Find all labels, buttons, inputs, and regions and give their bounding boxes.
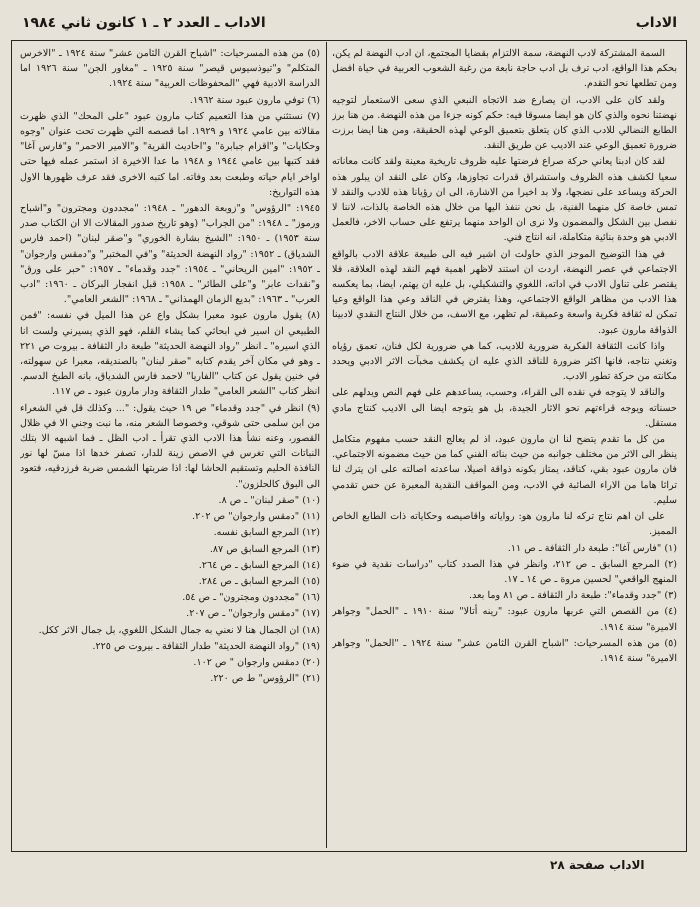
footnote: (١٩) "رواد النهضة الحديثة" طدار الثقافة ـ بيروت ص ٢٢٥. [92,640,320,652]
footnote: (١٣) المرجع السابق ص ٨٧. [209,543,320,555]
footnote: (١٤) المرجع السابق ـ ص ٢٦٤. [198,559,320,571]
right-paragraph: لقد كان ادبنا يعاني حركة صراع فرضتها عليه ظروف تاريخية معينة ولقد كانت معاناته سعيا لكشف هذه الظروف واستشراق قدرات تجاوزها، وكان على النقد ان يبلور هذه الحركة ويساعد على نضجها، ولا بد اخيرا من الاشارة، الى ان رؤيانا هذه للادب والنقد لا تمس خاصة كل منهما الفنية، بل نحن ننفذ اليها من خلال هذه الخاصة بالذات، لاننا لا نفصل بين الشكل والمضمون ولا نرى ان الواحد منهما يرتفع على حساب الاخر، فالعمل الادبي هو وحدة بنائية متكاملة، انه انتاج فني. [332,156,677,244]
right-paragraph: السمة المشتركة لادب النهضة، سمة الالتزام بقضايا المجتمع، ان ادب النهضة لم يكن، بحكم هذا الواقع، ادب ترف بل ادب حاجة نابعة من رغبة الشعوب العربية في حياة افضل ومن تطلعها نحو التقدم. [332,48,677,90]
footnote: (١٦) "مجددون ومجترون" ـ ص ٥٤. [182,592,320,604]
footnote: (١) "فارس آغا": طبعة دار الثقافة ـ ص ١١. [507,542,677,554]
footnote: (٢) المرجع السابق ـ ص ٢١٢، وانظر في هذا الصدد كتاب "دراسات نقدية في ضوء المنهج الواقعي" لحسين مروة ـ ص ١٤ ـ ١٧. [332,558,677,585]
footnote: (١٥) المرجع السابق ـ ص ٢٨٤. [198,575,320,587]
right-paragraph: في هذا التوضيح الموجز الذي حاولت ان اشير فيه الى طبيعة علاقة الادب بالواقع الاجتماعي في عصر النهضة، اردت ان استند لاظهر اهمية فهم النقد لهذه العلاقة، فلا يقتصر على تناول الادب في اداته، اللغوي والتشكيلي، بل عليه ان يهتم، ايضا، بما يعكسه هذا الادب من مظاهر الواقع الاجتماعي، وهذا يفترض في الناقد وعي هذا الواقع وعيا تمكن له ثقافة فكرية واسعة وعميقة، لم تظهر، مع الاسف، من خلال النتاج النقدي لادبينا الذواقة مارون عبود. [332,248,677,336]
footnote: ١٩٤٥: "الرؤوس" و"زوبعة الدهور" ـ ١٩٤٨: "مجددون ومجترون" و"اشباح ورموز" ـ ١٩٤٨: "من الجراب" (وهو تاريخ صدور المقالات الا ان الكتاب صدر سنة ١٩٥٣) ـ ١٩٥٠: "الشيخ بشارة الخوري" و"صقر لبنان" (احمد فارس الشدياق) ـ ١٩٥٢: "رواد النهضة الحديثة" و"في المختبر" و"دمقس وارجوان" ـ ١٩٥٢: "امين الريحاني" ـ ١٩٥٤: "جدد وقدماء" ـ ١٩٥٧: "حبر على ورق" و"نقدات عابر" و"على الطائر" ـ ١٩٥٨: قبل انفجار البركان ـ ١٩٦٠: "ادب العرب" ـ ١٩٦٣: "بديع الزمان الهمذاني" ـ ١٩٦٨: "الشعر العامي". [20,203,320,306]
right-paragraph: على ان اهم نتاج تركه لنا مارون هو: رواياته واقاصيصه وحكاياته ذات الطابع الخاص المميز. [332,511,677,538]
footnote: (٢١) "الرؤوس" ط ص ٢٢٠. [210,673,320,685]
footnote: (٤) من القصص التي عربها مارون عبود: "رينه أتالا" سنة ١٩١٠ ـ "الحمل" وجواهر الاميرة" سنة ١٩١٤. [332,606,677,633]
footnote: (٩) انظر في "جدد وقدماء" ص ١٩ حيث يقول: "... وكذلك قل في الشعراء من ابن سلمى حتى شوقي، وخصوصا الشعر منه، ما نبت وجني الا في ظلال القصور، وعنه نشأ هذا الادب الذي تقرأ ـ ادب الظل ـ فما اشبهه الا بتلك النباتات التي تغرس في الاصص زينة للدار، تصفر خدها اذا مسّ لها نور النافذة الحليم وتستقيم الحاشا لها: اذا ضربتها الشمس ضربة فرزدقيه، فتعود الى البوق كالحلزون". [20,402,320,490]
page-footer: الاداب صفحة ٢٨ [550,858,645,872]
right-paragraph: والناقد لا يتوجه في نقده الى القراء، وحسب، يساعدهم على فهم النص ويدلهم على حسناته ويوجه قراءتهم نحو الاثار الجيدة، بل هو يتوجه ايضا الى الاديب كنتاج مادي مستقل. [332,387,677,429]
right-column [332,46,677,846]
footnote: (١٠) "صقر لبنان" ـ ص ٨. [218,494,320,506]
column-divider [326,42,327,848]
right-paragraph: ولقد كان على الادب، ان يصارع ضد الاتجاه النبعي الذي سعى الاستعمار لتوجيه نهضتنا نحوه والذي كان هو ايضا مسوقا فيه: حكم كونه جزءا من هذه النهضة. من هنا برز الطابع النضالي للادب الذي كان يتعلق بتعميق الوعي لهذه الحقيقة، ومن هنا ايضا برزت ضرورة تعميق الوعي عند الاديب عن طريق النقد. [332,94,677,152]
footnote: (١٨) ان الجمال هنا لا نعني به جمال الشكل اللغوي، بل جمال الاثر ككل. [38,624,320,636]
right-paragraph: من كل ما تقدم يتضح لنا ان مارون عبود، اذ لم يعالج النقد حسب مفهوم متكامل ينظر الى الاثر من مختلف جوانبه من حيث بنائه الفني كما من حيث مضمونه الاجتماعي. فان مارون عبود بقي، كناقد، يمتاز بكونه ذواقة اصيلا، ساعدته اصالته على ان يترك لنا تراثا هاما من الاراء الصائبة في الادب، ومن المواقف النقدية المعبرة عن حس تقدمي سليم. [332,434,677,506]
header-section: الاداب [635,15,677,31]
footnote: (٥) من هذه المسرحيات: "اشباح القرن الثامن عشر" سنة ١٩٢٤ ـ "الحمل" وجواهر الاميرة" سنة ١٩١٤. [332,637,677,664]
right-paragraph: واذا كانت الثقافة الفكرية ضرورية للاديب، كما هي ضرورية لكل فنان، تعمق رؤياه وتغني نتاجه، فانها اكثر ضرورة للناقد الذي عليه ان يكشف مخبآت الاثر الادبي ويحدد مكانته من حركة تطور الادب. [332,340,677,383]
footnote: (٨) يقول مارون عبود معبرا بشكل واع عن هذا الميل في نفسه: "فمن الطبيعي ان اسير في ابحاثي كما يشاء القلم، فهو الذي يسيرني ولست انا الذي اسيره" ـ انظر "رواد النهضة الحديثة" طبعة دار الثقافة ـ بيروت ص ٢٢١ ـ وهو في مكان آخر يقدم كتابه "صقر لبنان" بالصنديقه، معبرا عن سهولته، في خنين يقول عن كتاب "الفاريا" لاحمد فارس الشدياق، بانه الطبخ الدسم. انظر كتاب "الشعر العامي" طدار الثقافة ودار مارون عبود ـ ص ١١٧. [20,310,320,398]
footnote: (١١) "دمقس وارجوان" ص ٢٠٢. [192,511,320,523]
header-issue: الاداب ـ العدد ٢ ـ ١ كانون ثاني ١٩٨٤ [22,15,266,31]
footnote: (١٧) "دمقس وارجوان" ـ ص ٢٠٧. [186,608,320,620]
footnote: (٦) توفي مارون عبود سنة ١٩٦٢. [189,94,320,106]
footnote: (١٢) المرجع السابق نفسه. [213,527,320,539]
footnote: (٧) نستثني من هذا التعميم كتاب مارون عبود "على المحك" الذي ظهرت مقالاته بين عامي ١٩٢٤ و ١٩٢٩. اما قصصه التي ظهرت تحت عنوان "وجوه وحكايات" و"اقزام جبابرة" و"احاديث القرية" و"الامير الاحمر" و"فارس آغا" فقد كتبها بين عامي ١٩٤٤ و ١٩٤٨ ما عدا الاخيرة اذ استمر عمله فيها حتى اواخر ايام حياته وطبعت بعد وفاته. اما كتبه الاخرى فقد عرف ظهورها الاول هذه التواريخ: [20,110,320,198]
page-header [22,10,677,36]
left-column [20,46,320,846]
footnote: (٢٠) دمقس وارجوان " ص ١٠٢. [193,656,320,668]
footnote: (٥) من هذه المسرحيات: "اشباح القرن الثامن عشر" سنة ١٩٢٤ ـ "الاخرس المتكلم" و"تيوذسيوس قيصر" سنة ١٩٢٥ ـ "مغاور الجن" سنة ١٩٢٦ اما الدراسة الادبية فهي "المحفوظات العربية" سنة ١٩٢٤. [20,48,320,90]
footnote: (٣) "جدد وقدماء": طبعة دار الثقافة ـ ص ٨١ وما بعد. [469,590,677,602]
